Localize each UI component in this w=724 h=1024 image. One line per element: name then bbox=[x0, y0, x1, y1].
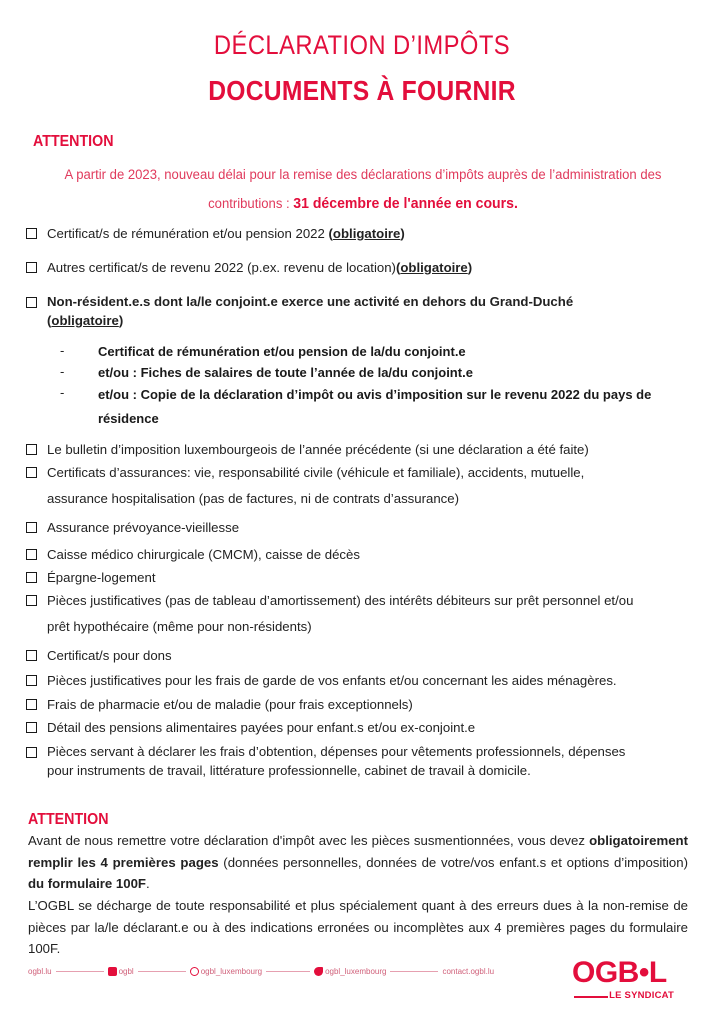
checklist-item: Le bulletin d’imposition luxembourgeois de l’année précédente (si une déclaration a été faite) bbox=[47, 442, 589, 457]
required-tag: obligatoire bbox=[400, 260, 468, 275]
paren: ( bbox=[395, 260, 401, 275]
logo-tagline: LE SYNDICAT bbox=[609, 990, 674, 1001]
bullet-dash: - bbox=[60, 343, 65, 358]
item-text: Certificat/s de rémunération et/ou pension 2022 bbox=[47, 226, 329, 241]
item-text: pour instruments de travail, littérature professionnelle, cabinet de travail à domicile. bbox=[47, 763, 531, 778]
checklist-item: Certificat/s pour dons bbox=[47, 648, 172, 663]
logo-line bbox=[574, 996, 608, 998]
sub-item: et/ou : Fiches de salaires de toute l’année de la/du conjoint.e bbox=[98, 365, 473, 380]
logo-wordmark: OGB•L bbox=[572, 956, 667, 989]
item-text: Non-résident.e.s dont la/le conjoint.e exerce une activité en dehors du Grand-Duché bbox=[47, 294, 574, 309]
deadline-notice-line1: A partir de 2023, nouveau délai pour la remise des déclarations d’impôts auprès de l’administration des bbox=[64, 167, 662, 182]
checkbox[interactable] bbox=[26, 595, 37, 606]
checklist-item bbox=[47, 257, 697, 279]
twitter-link[interactable] bbox=[314, 967, 386, 976]
checkbox[interactable] bbox=[26, 522, 37, 533]
page-title: DÉCLARATION D’IMPÔTS bbox=[213, 30, 511, 60]
checkbox[interactable] bbox=[26, 699, 37, 710]
checklist-item: Assurance prévoyance-vieillesse bbox=[47, 520, 240, 535]
checkbox[interactable] bbox=[26, 650, 37, 661]
twitter-handle: ogbl_luxembourg bbox=[325, 966, 387, 976]
attention-bottom-paragraph-2: L’OGBL se décharge de toute responsabilité et plus spécialement quant à des erreurs dues à la non-remise de pièces par la/le déclarant.e ou à des indications erronées ou incomplètes aux 4 premières pages du formulaire 100F. bbox=[28, 898, 688, 956]
checkbox[interactable] bbox=[26, 675, 37, 686]
website-link[interactable]: ogbl.lu bbox=[28, 966, 52, 976]
attention-bottom-paragraph-1 bbox=[28, 830, 688, 895]
twitter-icon bbox=[314, 967, 323, 976]
deadline-date: 31 décembre de l'année en cours. bbox=[293, 196, 518, 212]
paren: ) bbox=[118, 313, 124, 328]
item-text: Pièces justificatives (pas de tableau d’amortissement) des intérêts débiteurs sur prêt personnel et/ou bbox=[47, 593, 634, 608]
required-tag: obligatoire bbox=[332, 226, 401, 241]
sub-item-text: et/ou : Copie de la déclaration d’impôt ou avis d’imposition sur le revenu 2022 du pays de bbox=[98, 387, 652, 402]
checklist-item bbox=[47, 460, 697, 512]
facebook-icon bbox=[108, 967, 117, 976]
paren: ( bbox=[47, 313, 52, 328]
divider bbox=[266, 971, 310, 972]
item-text: Autres certificat/s de revenu 2022 (p.ex. revenu de location) bbox=[47, 260, 396, 275]
checkbox[interactable] bbox=[26, 572, 37, 583]
checkbox[interactable] bbox=[26, 722, 37, 733]
facebook-link[interactable] bbox=[108, 967, 134, 976]
bullet-dash: - bbox=[60, 364, 65, 379]
para-text: (données personnelles, données de votre/vos enfant.s et options d’imposition) bbox=[218, 854, 688, 870]
checkbox[interactable] bbox=[26, 262, 37, 273]
facebook-handle: ogbl bbox=[118, 966, 134, 976]
page-subtitle: DOCUMENTS À FOURNIR bbox=[208, 75, 516, 106]
attention-top-text bbox=[32, 160, 694, 219]
checkbox[interactable] bbox=[26, 747, 37, 758]
checkbox[interactable] bbox=[26, 297, 37, 308]
footer-links bbox=[28, 964, 528, 978]
bullet-dash: - bbox=[60, 385, 65, 400]
divider bbox=[390, 971, 438, 972]
checklist-item bbox=[47, 292, 697, 330]
para-text: Avant de nous remettre votre déclaration d'impôt avec les pièces susmentionnées, vous devez bbox=[28, 833, 590, 848]
required-tag: obligatoire bbox=[51, 313, 119, 328]
para-text: . bbox=[146, 876, 150, 891]
checklist-item: Caisse médico chirurgicale (CMCM), caisse de décès bbox=[47, 547, 360, 562]
checkbox[interactable] bbox=[26, 467, 37, 478]
item-text: assurance hospitalisation (pas de factures, ni de contrats d’assurance) bbox=[47, 491, 459, 506]
checkbox[interactable] bbox=[26, 444, 37, 455]
sub-item: Certificat de rémunération et/ou pension de la/du conjoint.e bbox=[98, 344, 466, 359]
checkbox[interactable] bbox=[26, 549, 37, 560]
para-bold: du formulaire 100F bbox=[28, 876, 146, 891]
checklist-item: Épargne-logement bbox=[47, 570, 156, 585]
instagram-link[interactable] bbox=[190, 967, 262, 976]
paren: ( bbox=[328, 226, 333, 241]
checklist-item: Détail des pensions alimentaires payées pour enfant.s et/ou ex-conjoint.e bbox=[47, 720, 476, 735]
paren: ) bbox=[400, 226, 405, 241]
sub-item bbox=[98, 383, 698, 431]
checklist-item: Frais de pharmacie et/ou de maladie (pour frais exceptionnels) bbox=[47, 697, 413, 712]
item-text: Pièces servant à déclarer les frais d’obtention, dépenses pour vêtements professionnels, dépenses bbox=[47, 744, 626, 759]
para-bold: obligatoirement remplir les 4 premières pages bbox=[28, 833, 688, 870]
checklist-item bbox=[47, 223, 697, 245]
divider bbox=[56, 971, 104, 972]
ogbl-logo bbox=[572, 958, 702, 1008]
paren: ) bbox=[467, 260, 473, 275]
deadline-notice-prefix: contributions : bbox=[208, 196, 294, 211]
contact-link[interactable]: contact.ogbl.lu bbox=[442, 966, 495, 976]
sub-item-text: résidence bbox=[98, 411, 159, 426]
attention-top-label: ATTENTION bbox=[33, 133, 114, 150]
checkbox[interactable] bbox=[26, 228, 37, 239]
item-text: prêt hypothécaire (même pour non-résidents) bbox=[47, 619, 312, 634]
checklist-item: Pièces justificatives pour les frais de garde de vos enfants et/ou concernant les aides ménagères. bbox=[47, 673, 617, 688]
item-text: Certificats d’assurances: vie, responsabilité civile (véhicule et familiale), accidents, mutuelle, bbox=[47, 465, 585, 480]
checklist-item bbox=[47, 588, 697, 640]
instagram-handle: ogbl_luxembourg bbox=[200, 966, 263, 976]
divider bbox=[138, 971, 186, 972]
instagram-icon bbox=[190, 967, 199, 976]
attention-bottom-label: ATTENTION bbox=[28, 811, 109, 828]
checklist-item bbox=[47, 742, 697, 780]
